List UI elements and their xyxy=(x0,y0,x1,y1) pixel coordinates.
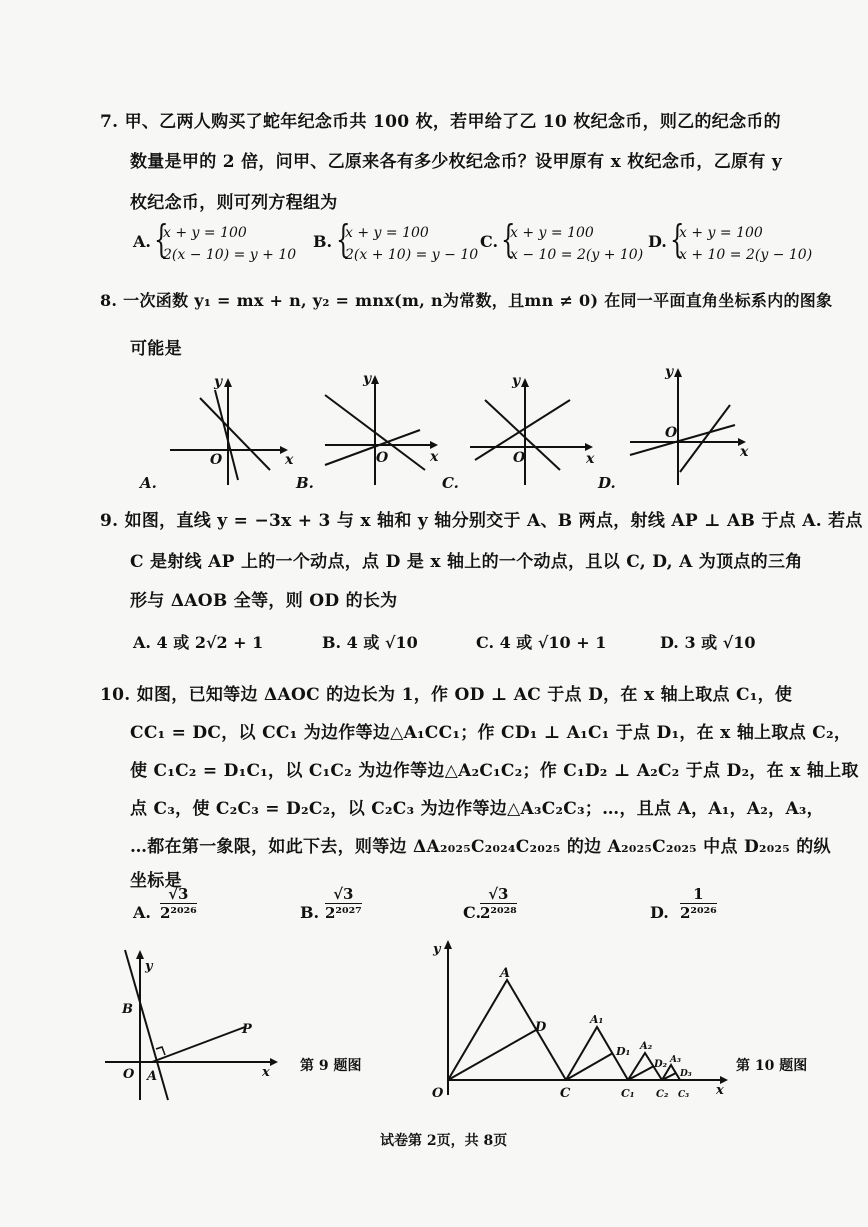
q9-option-b[interactable]: B. 4 或 √10 xyxy=(322,633,418,652)
fig10-point-a3-label: A₃ xyxy=(670,1055,681,1065)
q7-option-d-brace: { xyxy=(670,217,685,261)
figure-9-caption: 第 9 题图 xyxy=(300,1058,362,1074)
q8-a-y-label: y xyxy=(214,374,223,390)
q8-graphs xyxy=(120,360,780,495)
fig9-point-a-label: A xyxy=(147,1069,158,1084)
fig10-origin-label: O xyxy=(432,1086,444,1101)
fig10-point-a-label: A xyxy=(500,966,511,981)
q10-option-a-fraction xyxy=(160,885,197,922)
fig10-point-c2-label: C₂ xyxy=(656,1089,669,1100)
q10-option-d-den: 2²⁰²⁶ xyxy=(680,904,717,922)
fig9-point-b-label: B xyxy=(122,1002,133,1017)
q8-d-y-label: y xyxy=(665,364,674,380)
q10-line5: …都在第一象限，如此下去，则等边 ΔA₂₀₂₅C₂₀₂₄C₂₀₂₅ 的边 A₂₀₂₅C₂₀₂₅ 中点 D₂₀₂₅ 的纵 xyxy=(130,837,831,857)
q8-graph-c[interactable] xyxy=(442,373,595,492)
q8-c-origin-label: O xyxy=(513,450,526,466)
fig10-point-c-label: C xyxy=(560,1086,571,1101)
q10-option-b-den: 2²⁰²⁷ xyxy=(325,904,362,922)
q8-line2: 可能是 xyxy=(130,339,182,359)
q7-option-a-eq1: x + y = 100 xyxy=(163,225,247,241)
figure-10 xyxy=(420,935,730,1105)
q8-a-option-label: A. xyxy=(140,474,157,492)
figure-10-caption: 第 10 题图 xyxy=(736,1058,808,1074)
q9-option-c[interactable]: C. 4 或 √10 + 1 xyxy=(476,633,607,652)
q10-option-a-label: A. xyxy=(133,903,151,922)
q8-a-x-label: x xyxy=(285,452,294,468)
q10-option-d-label: D. xyxy=(650,903,669,922)
q10-option-d-fraction xyxy=(680,885,717,922)
q8-graph-d[interactable] xyxy=(597,364,749,492)
q10-line6: 坐标是 xyxy=(130,871,182,891)
q10-option-c-fraction xyxy=(480,885,517,922)
q7-option-d-label: D. xyxy=(648,232,667,251)
q7-option-b-eq2: 2(x + 10) = y − 10 xyxy=(345,247,479,263)
q8-graph-b[interactable] xyxy=(295,371,439,492)
q10-option-b-fraction xyxy=(325,885,362,922)
q8-d-origin-label: O xyxy=(665,425,678,441)
q10-option-d-num: 1 xyxy=(680,885,717,904)
q7-line2: 数量是甲的 2 倍，问甲、乙原来各有多少枚纪念币？设甲原有 x 枚纪念币，乙原有 y xyxy=(130,152,783,172)
q8-c-y-label: y xyxy=(512,373,521,389)
q7-line1: 7. 甲、乙两人购买了蛇年纪念币共 100 枚，若甲给了乙 10 枚纪念币，则乙的纪念币的 xyxy=(100,112,781,132)
q10-line4: 点 C₃，使 C₂C₃ = D₂C₂，以 C₂C₃ 为边作等边△A₃C₂C₃；…，且点 A，A₁，A₂，A₃， xyxy=(130,799,824,819)
q10-option-c-num: √3 xyxy=(480,885,517,904)
fig10-point-a2-label: A₂ xyxy=(640,1041,653,1052)
fig9-y-label: y xyxy=(145,959,153,974)
fig9-x-label: x xyxy=(262,1065,270,1080)
fig10-y-label: y xyxy=(433,942,441,957)
q8-d-option-label: D. xyxy=(598,474,616,492)
q7-option-d-eq2: x + 10 = 2(y − 10) xyxy=(679,247,813,263)
q10-option-c-den: 2²⁰²⁸ xyxy=(480,904,517,922)
q10-line3: 使 C₁C₂ = D₁C₁，以 C₁C₂ 为边作等边△A₂C₁C₂；作 C₁D₂ ⊥ A₂C₂ 于点 D₂，在 x 轴上取 xyxy=(130,761,859,781)
q10-option-a-num: √3 xyxy=(160,885,197,904)
fig10-point-d3-label: D₃ xyxy=(680,1069,692,1079)
q8-graph-a[interactable] xyxy=(138,374,294,492)
q8-d-x-label: x xyxy=(740,444,749,460)
fig10-point-c3-label: C₃ xyxy=(678,1090,690,1100)
fig9-point-p-label: P xyxy=(242,1022,252,1037)
q8-b-y-label: y xyxy=(363,371,372,387)
q10-option-c-label: C. xyxy=(463,903,482,922)
fig10-point-d2-label: D₂ xyxy=(654,1059,668,1070)
q9-option-a[interactable]: A. 4 或 2√2 + 1 xyxy=(133,633,264,652)
page-footer: 试卷第 2页，共 8页 xyxy=(380,1133,508,1149)
fig10-point-a1-label: A₁ xyxy=(590,1013,604,1026)
q7-option-a-brace: { xyxy=(154,217,169,261)
q7-option-b-eq1: x + y = 100 xyxy=(345,225,429,241)
q10-option-a-den: 2²⁰²⁶ xyxy=(160,904,197,922)
q7-option-c-eq1: x + y = 100 xyxy=(510,225,594,241)
fig10-point-c1-label: C₁ xyxy=(621,1087,635,1100)
q8-c-x-label: x xyxy=(586,451,595,467)
q7-option-c-brace: { xyxy=(501,217,516,261)
q8-a-origin-label: O xyxy=(210,452,223,468)
q7-option-d-eq1: x + y = 100 xyxy=(679,225,763,241)
q9-option-d[interactable]: D. 3 或 √10 xyxy=(660,633,756,652)
q7-option-a-eq2: 2(x − 10) = y + 10 xyxy=(163,247,297,263)
fig10-x-label: x xyxy=(716,1083,724,1098)
figure-9 xyxy=(100,945,290,1105)
q7-line3: 枚纪念币，则可列方程组为 xyxy=(130,193,338,213)
q7-option-c-eq2: x − 10 = 2(y + 10) xyxy=(510,247,644,263)
q10-line2: CC₁ = DC，以 CC₁ 为边作等边△A₁CC₁；作 CD₁ ⊥ A₁C₁ 于点 D₁，在 x 轴上取点 C₂， xyxy=(130,723,852,743)
q8-b-x-label: x xyxy=(430,449,439,465)
q10-line1: 10. 如图，已知等边 ΔAOC 的边长为 1，作 OD ⊥ AC 于点 D，在 x 轴上取点 C₁，使 xyxy=(100,685,793,705)
fig10-point-d-label: D xyxy=(535,1020,547,1035)
q7-option-c-label: C. xyxy=(480,232,499,251)
q7-option-a-label: A. xyxy=(133,232,151,251)
q8-line1: 8. 一次函数 y₁ = mx + n, y₂ = mnx(m, n为常数，且mn ≠ 0) 在同一平面直角坐标系内的图象 xyxy=(100,291,833,310)
q7-option-b-brace: { xyxy=(336,217,351,261)
q8-c-option-label: C. xyxy=(442,474,459,492)
q9-line3: 形与 ΔAOB 全等，则 OD 的长为 xyxy=(130,591,398,611)
q9-line1: 9. 如图，直线 y = −3x + 3 与 x 轴和 y 轴分别交于 A、B 两点，射线 AP ⊥ AB 于点 A. 若点 xyxy=(100,511,863,531)
q10-option-b-num: √3 xyxy=(325,885,362,904)
fig9-origin-label: O xyxy=(123,1067,135,1082)
fig10-point-d1-label: D₁ xyxy=(616,1045,631,1058)
q9-line2: C 是射线 AP 上的一个动点，点 D 是 x 轴上的一个动点，且以 C, D, A 为顶点的三角 xyxy=(130,552,803,572)
q8-b-origin-label: O xyxy=(376,450,389,466)
q10-option-b-label: B. xyxy=(300,903,320,922)
q7-option-b-label: B. xyxy=(313,232,333,251)
q8-b-option-label: B. xyxy=(296,474,314,492)
